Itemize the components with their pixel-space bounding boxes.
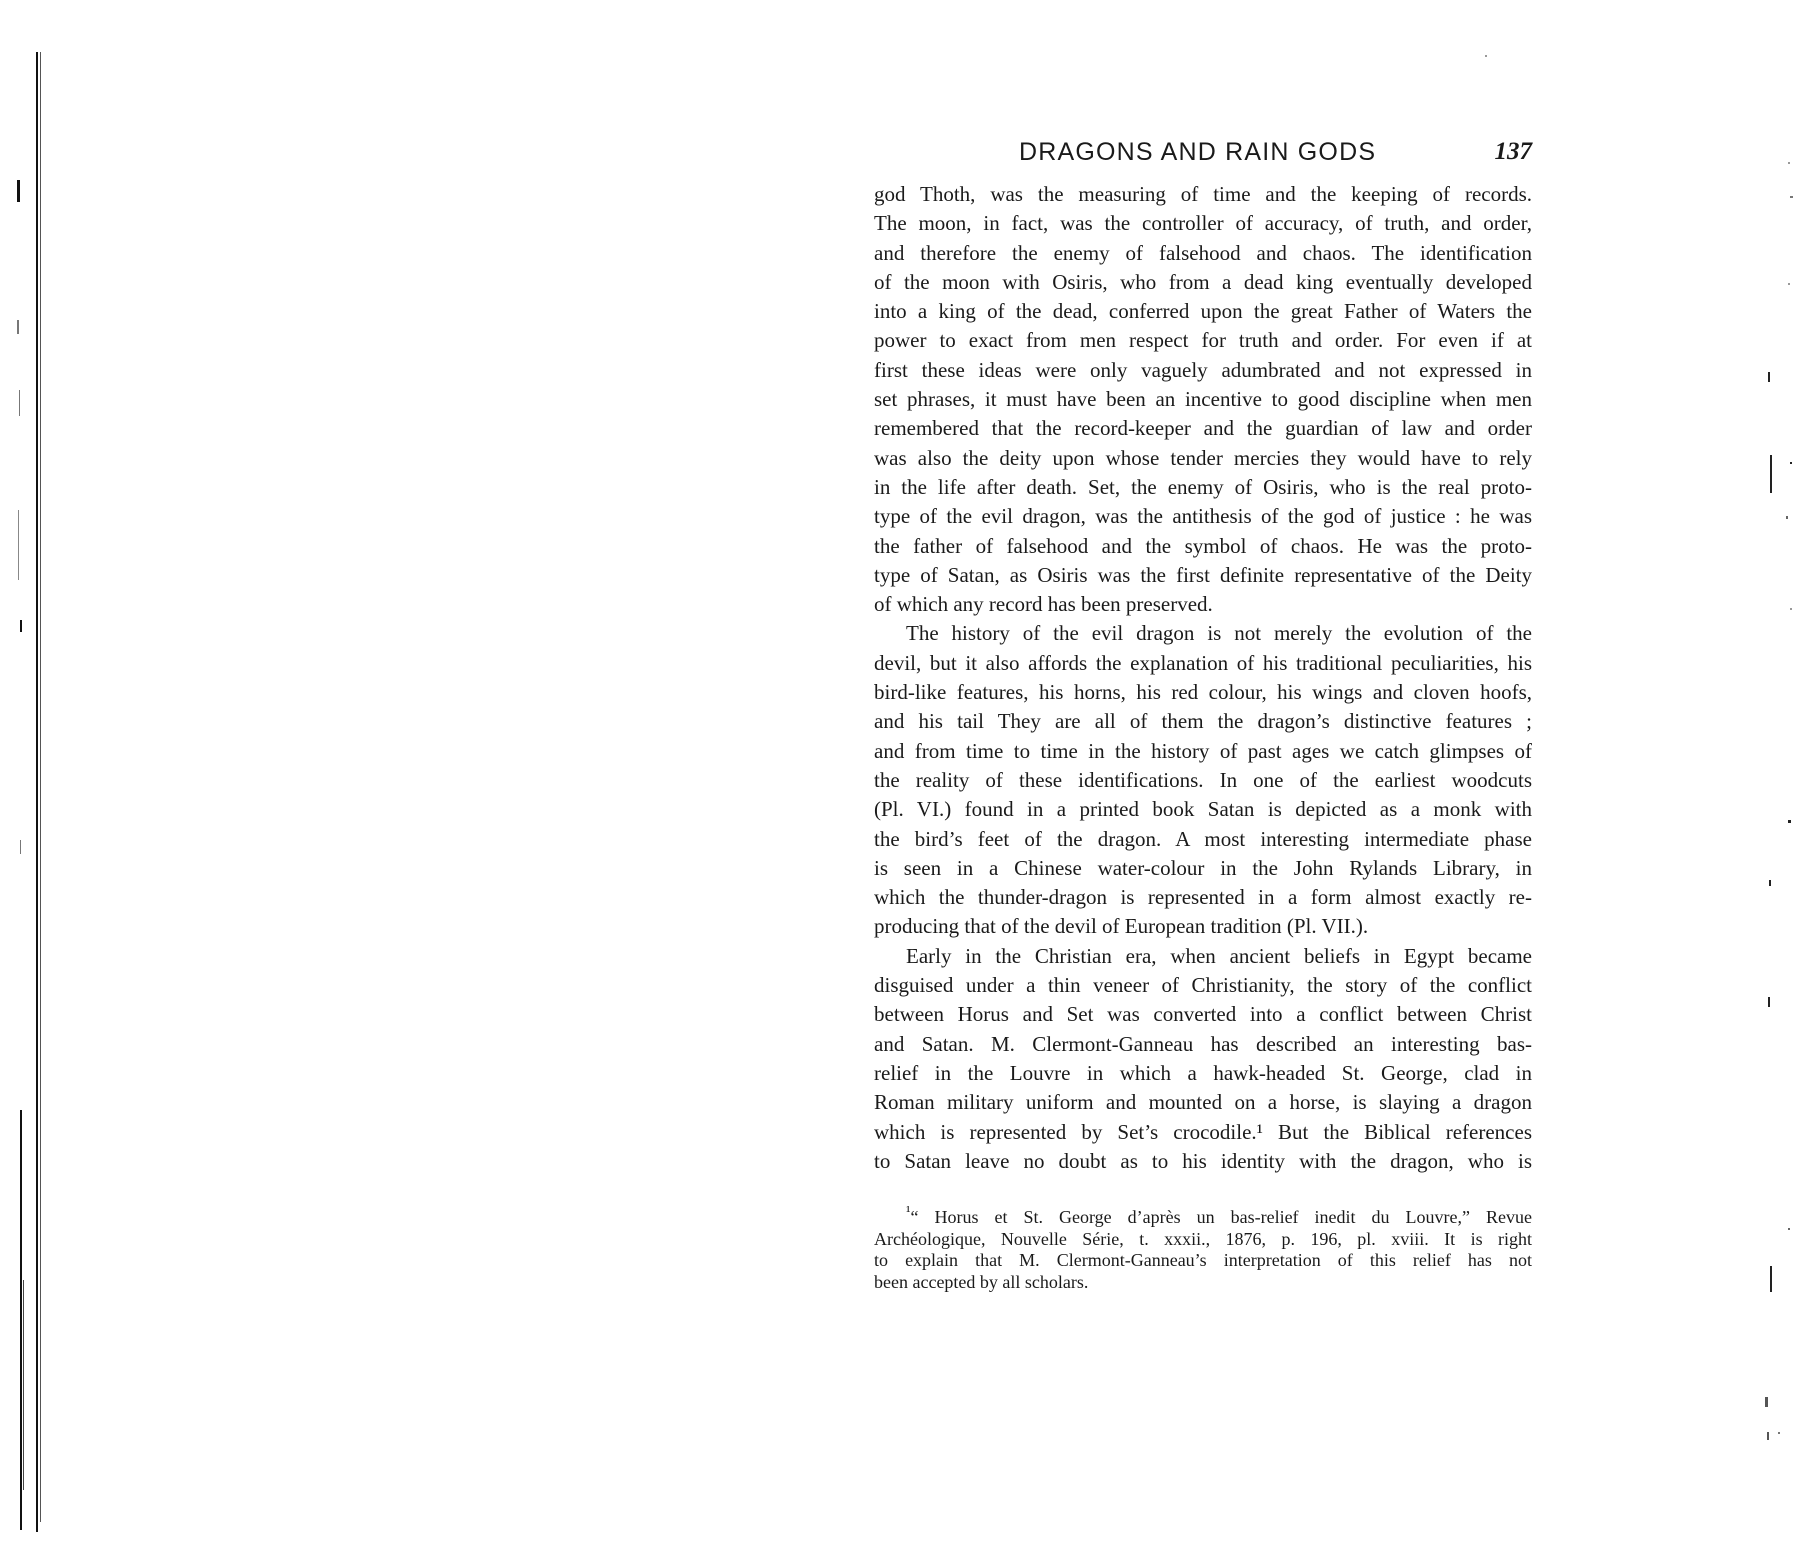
text-line: of the moon with Osiris, who from a dead king eventually developed xyxy=(874,269,1532,294)
text-line: Early in the Christian era, when ancient beliefs in Egypt became xyxy=(906,943,1532,968)
text-line: first these ideas were only vaguely adumbrated and not expressed in xyxy=(874,357,1532,382)
text-line: devil, but it also affords the explanation of his traditional peculiarities, his xyxy=(874,650,1532,675)
scan-speck xyxy=(1768,372,1770,382)
text-line: relief in the Louvre in which a hawk-headed St. George, clad in xyxy=(874,1060,1532,1085)
scan-speck xyxy=(1788,820,1791,823)
text-line: in the life after death. Set, the enemy of Osiris, who is the real proto- xyxy=(874,474,1532,499)
footnote-line: been accepted by all scholars. xyxy=(874,1271,1089,1292)
scan-edge-line xyxy=(17,180,20,202)
text-line: the father of falsehood and the symbol of chaos. He was the proto- xyxy=(874,533,1532,558)
text-line: Roman military uniform and mounted on a horse, is slaying a dragon xyxy=(874,1090,1532,1115)
paragraph-3 xyxy=(874,942,1532,1176)
scan-speck xyxy=(1765,1397,1768,1407)
page-header xyxy=(874,138,1532,172)
text-line: the bird’s feet of the dragon. A most interesting intermediate phase xyxy=(874,826,1532,851)
scan-speck xyxy=(1788,1228,1790,1230)
text-line: remembered that the record-keeper and the guardian of law and order xyxy=(874,416,1532,441)
text-line: set phrases, it must have been an incentive to good discipline when men xyxy=(874,387,1532,412)
text-line: the reality of these identifications. In one of the earliest woodcuts xyxy=(874,767,1532,792)
scan-speck xyxy=(1767,1432,1769,1440)
text-line: and from time to time in the history of past ages we catch glimpses of xyxy=(874,738,1532,763)
text-line: of which any record has been preserved. xyxy=(874,592,1213,617)
scan-speck xyxy=(1786,516,1788,519)
text-line: bird-like features, his horns, his red colour, his wings and cloven hoofs, xyxy=(874,680,1532,705)
footnote-line: Archéologique, Nouvelle Série, t. xxxii., 1876, p. 196, pl. xviii. It is right xyxy=(874,1228,1532,1249)
scan-edge-line xyxy=(18,510,19,580)
scan-edge-line xyxy=(19,390,20,416)
footnote-marker: ¹ xyxy=(906,1204,911,1221)
text-line: to Satan leave no doubt as to his identity with the dragon, who is xyxy=(874,1148,1532,1173)
footnote xyxy=(874,1202,1532,1293)
running-head: DRAGONS AND RAIN GODS xyxy=(1019,138,1377,166)
scan-edge-line xyxy=(20,840,21,854)
text-line: which is represented by Set’s crocodile.¹ But the Biblical references xyxy=(874,1119,1532,1144)
text-line: into a king of the dead, conferred upon the great Father of Waters the xyxy=(874,299,1532,324)
text-line: and therefore the enemy of falsehood and chaos. The identification xyxy=(874,240,1532,265)
text-line: type of Satan, as Osiris was the first definite representative of the Deity xyxy=(874,562,1532,587)
footnote-line: to explain that M. Clermont-Ganneau’s interpretation of this relief has not xyxy=(874,1250,1532,1271)
text-line: was also the deity upon whose tender mercies they would have to rely xyxy=(874,445,1532,470)
scan-edge-line xyxy=(23,1280,24,1490)
footnote-line xyxy=(874,1202,1532,1229)
text-line: god Thoth, was the measuring of time and the keeping of records. xyxy=(874,182,1532,206)
text-line: and Satan. M. Clermont-Ganneau has described an interesting bas- xyxy=(874,1031,1532,1056)
scan-speck xyxy=(1788,162,1790,164)
scan-speck xyxy=(1790,462,1792,464)
text-line: The history of the evil dragon is not merely the evolution of the xyxy=(906,621,1532,646)
book-page xyxy=(874,138,1532,1293)
scan-speck xyxy=(1770,455,1772,493)
scan-edge-line xyxy=(36,52,38,1532)
text-line: is seen in a Chinese water-colour in the John Rylands Library, in xyxy=(874,855,1532,880)
text-line: between Horus and Set was converted into a conflict between Christ xyxy=(874,1002,1532,1027)
scan-speck xyxy=(1770,1266,1772,1292)
scan-speck xyxy=(1778,1432,1780,1434)
footnote-text: “ Horus et St. George d’après un bas-relief inedit du Louvre,” Revue xyxy=(910,1207,1532,1228)
scan-edge-line xyxy=(20,620,22,632)
scan-edge-line xyxy=(17,320,19,334)
text-line: disguised under a thin veneer of Christianity, the story of the conflict xyxy=(874,973,1532,998)
scan-speck xyxy=(1768,997,1770,1007)
paragraph-1 xyxy=(874,180,1532,619)
text-line: power to exact from men respect for truth and order. For even if at xyxy=(874,328,1532,353)
scan-edge-line xyxy=(40,52,41,1522)
scan-speck xyxy=(1485,55,1487,57)
scan-speck xyxy=(1788,283,1790,285)
text-line: The moon, in fact, was the controller of accuracy, of truth, and order, xyxy=(874,211,1532,236)
scan-speck xyxy=(1790,608,1792,610)
text-line: which the thunder-dragon is represented in a form almost exactly re- xyxy=(874,885,1532,910)
paragraph-2 xyxy=(874,619,1532,941)
body-text xyxy=(874,180,1532,1176)
scan-edge-line xyxy=(20,1110,22,1530)
text-line: type of the evil dragon, was the antithesis of the god of justice : he was xyxy=(874,504,1532,529)
text-line: producing that of the devil of European tradition (Pl. VII.). xyxy=(874,914,1369,939)
text-line: and his tail They are all of them the dragon’s distinctive features ; xyxy=(874,709,1532,734)
scan-speck xyxy=(1790,196,1793,198)
scan-speck xyxy=(1769,880,1771,886)
page-number: 137 xyxy=(1494,138,1532,165)
text-line: (Pl. VI.) found in a printed book Satan is depicted as a monk with xyxy=(874,797,1532,822)
